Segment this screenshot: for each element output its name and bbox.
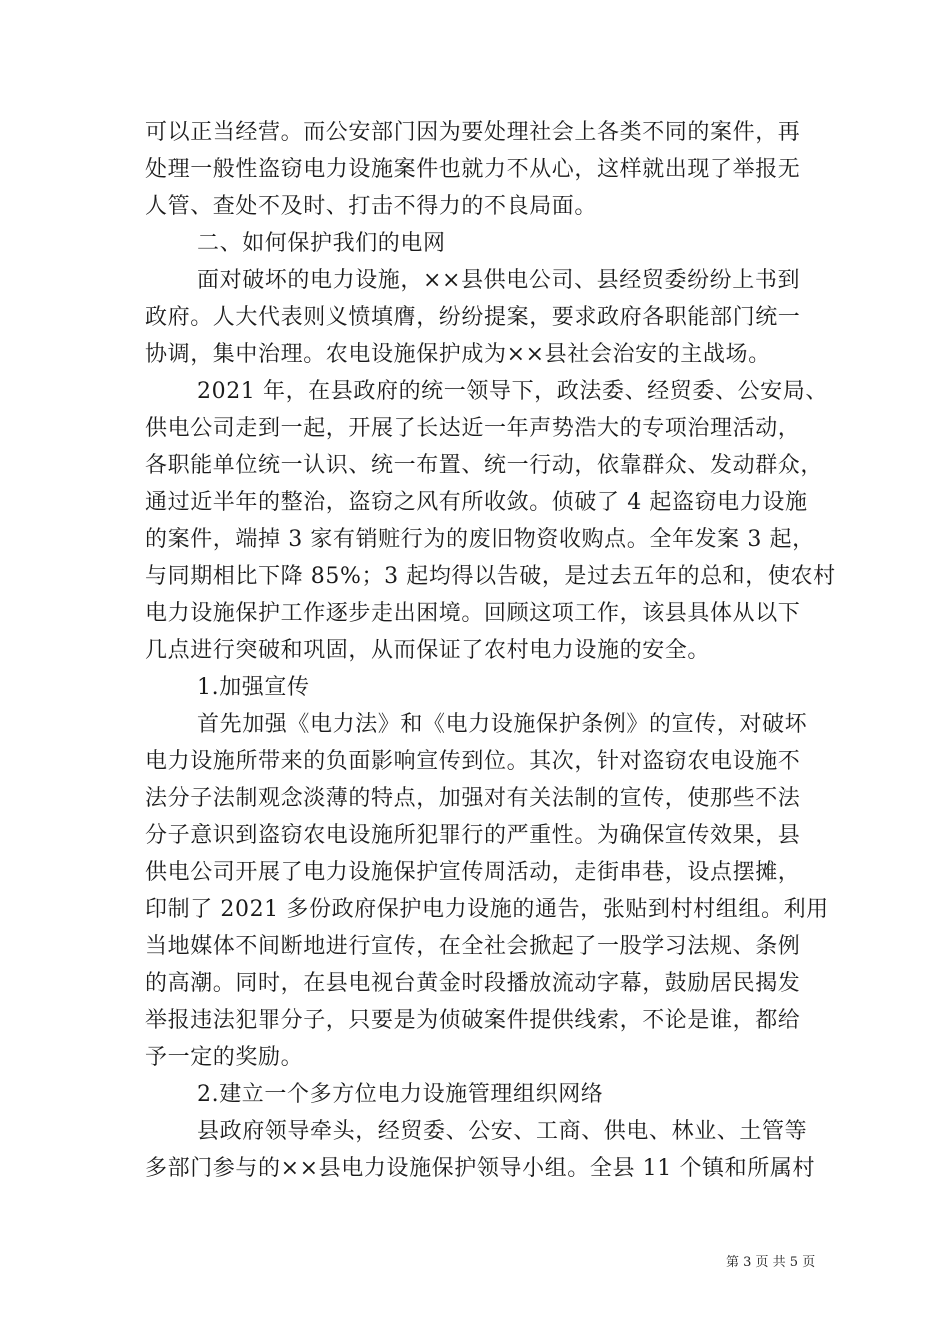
text-line: 通过近半年的整治，盗窃之风有所收敛。侦破了 4 起盗窃电力设施 [145,490,808,515]
text-line: 人管、查处不及时、打击不得力的不良局面。 [145,194,598,219]
text-line: 电力设施保护工作逐步走出困境。回顾这项工作，该县具体从以下 [145,601,801,626]
page-number: 第 3 页 共 5 页 [726,1255,816,1270]
text-line: 多部门参与的××县电力设施保护领导小组。全县 11 个镇和所属村 [145,1156,816,1181]
text-line: 各职能单位统一认识、统一布置、统一行动，依靠群众、发动群众， [145,453,824,478]
text-line: 法分子法制观念淡薄的特点，加强对有关法制的宣传，使那些不法 [145,786,801,811]
text-line: 处理一般性盗窃电力设施案件也就力不从心，这样就出现了举报无 [145,157,801,182]
document-body [145,114,836,1187]
text-line: 举报违法犯罪分子，只要是为侦破案件提供线索，不论是谁，都给 [145,1008,801,1033]
text-line: 几点进行突破和巩固，从而保证了农村电力设施的安全。 [145,638,711,663]
text-line: 供电公司开展了电力设施保护宣传周活动，走街串巷，设点摆摊， [145,860,801,885]
text-line: 分子意识到盗窃农电设施所犯罪行的严重性。为确保宣传效果，县 [145,823,801,848]
text-line: 面对破坏的电力设施，××县供电公司、县经贸委纷纷上书到 [197,268,801,293]
text-line: 1.加强宣传 [197,675,310,700]
text-line: 予一定的奖励。 [145,1045,304,1070]
text-line: 二、如何保护我们的电网 [197,231,446,256]
text-line: 电力设施所带来的负面影响宣传到位。其次，针对盗窃农电设施不 [145,749,801,774]
text-line: 2021 年，在县政府的统一领导下，政法委、经贸委、公安局、 [197,379,828,404]
text-line: 县政府领导牵头，经贸委、公安、工商、供电、林业、土管等 [197,1119,808,1144]
text-line: 2.建立一个多方位电力设施管理组织网络 [197,1082,604,1107]
text-line: 的高潮。同时，在县电视台黄金时段播放流动字幕，鼓励居民揭发 [145,971,801,996]
text-line: 政府。人大代表则义愤填膺，纷纷提案，要求政府各职能部门统一 [145,305,801,330]
text-line: 印制了 2021 多份政府保护电力设施的通告，张贴到村村组组。利用 [145,897,829,922]
text-line: 的案件，端掉 3 家有销赃行为的废旧物资收购点。全年发案 3 起， [145,527,815,552]
text-line: 供电公司走到一起，开展了长达近一年声势浩大的专项治理活动， [145,416,801,441]
text-line: 协调，集中治理。农电设施保护成为××县社会治安的主战场。 [145,342,771,367]
text-line: 与同期相比下降 85%；3 起均得以告破，是过去五年的总和，使农村 [145,564,836,589]
text-line: 首先加强《电力法》和《电力设施保护条例》的宣传，对破坏 [197,712,808,737]
text-line: 可以正当经营。而公安部门因为要处理社会上各类不同的案件，再 [145,120,801,145]
text-line: 当地媒体不间断地进行宣传，在全社会掀起了一股学习法规、条例 [145,934,801,959]
